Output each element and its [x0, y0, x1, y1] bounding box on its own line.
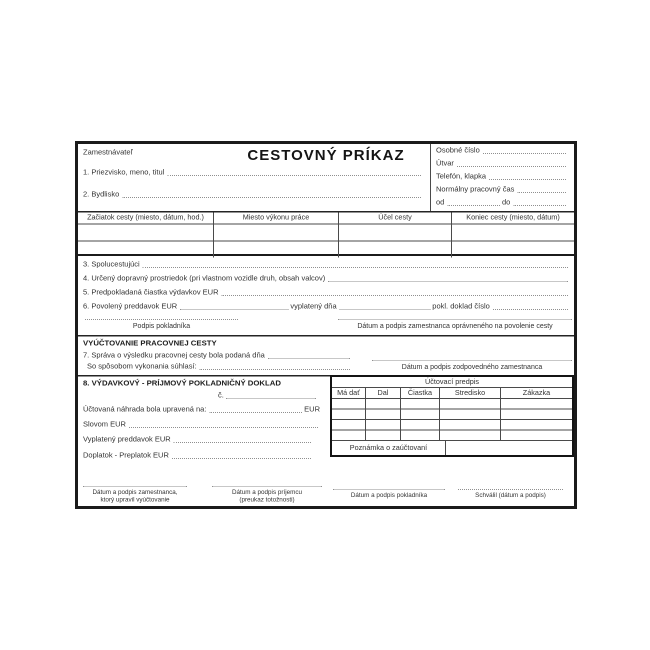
department-row	[436, 159, 568, 168]
balance-fill-line	[172, 452, 311, 459]
to-fill-line	[513, 199, 566, 206]
working-time-label: Normálny pracovný čas	[436, 185, 515, 194]
transport-fill-line	[328, 275, 568, 282]
amount-in-words-label: Slovom EUR	[83, 420, 126, 429]
surname-field-row	[83, 168, 423, 177]
from-label: od	[436, 198, 445, 207]
cashier2-signature-line	[333, 486, 445, 490]
cashier2-signature-block	[333, 486, 445, 499]
recipient-signature-label-2: (preukaz totožnosti)	[239, 496, 295, 503]
amount-in-words-row	[83, 420, 320, 429]
advance-row	[83, 302, 570, 311]
paid-advance-label: Vyplatený preddavok EUR	[83, 435, 171, 444]
cashier-signature-line	[85, 316, 238, 320]
acct-note-label: Poznámka o zaúčtovaní	[349, 444, 428, 452]
cashier-signature-block	[85, 316, 238, 330]
acct-empty-row	[332, 410, 572, 421]
from-to-row	[436, 198, 568, 207]
acct-empty-row	[332, 431, 572, 442]
balance-row	[83, 451, 313, 460]
companions-fill-line	[143, 261, 568, 268]
estimated-expenses-fill-line	[221, 289, 568, 296]
adjuster-signature-label-2: ktorý upravil vyúčtovanie	[100, 496, 170, 503]
responsible-signature-block	[372, 357, 572, 371]
from-fill-line	[447, 199, 500, 206]
authorizer-signature-line	[338, 316, 572, 320]
acct-col-debit: Má dať	[337, 389, 360, 397]
recipient-signature-label-1: Dátum a podpis príjemcu	[232, 488, 302, 496]
recipient-signature-line	[212, 483, 322, 487]
voucher-number-row	[218, 391, 318, 400]
acct-col-credit: Dal	[365, 388, 400, 398]
paid-on-label: vyplatený dňa	[290, 302, 337, 311]
settlement-heading: VYÚČTOVANIE PRACOVNEJ CESTY	[83, 339, 217, 348]
voucher-heading: 8. VÝDAVKOVÝ - PRÍJMOVÝ POKLADNIČNÝ DOKLAD	[83, 379, 281, 388]
section-divider	[78, 335, 574, 337]
trip-cell	[451, 224, 574, 241]
execution-approval-label: So spôsobom vykonania súhlasí:	[87, 362, 197, 371]
balance-label: Doplatok - Preplatok EUR	[83, 451, 169, 460]
trip-cell	[338, 241, 451, 258]
execution-approval-row	[87, 362, 352, 371]
voucher-number-fill-line	[226, 392, 316, 399]
approver-signature-label: Schválil (dátum a podpis)	[475, 491, 546, 499]
personal-number-label: Osobné číslo	[436, 146, 480, 155]
trip-cell	[213, 241, 338, 258]
accounting-table-header-row	[332, 388, 572, 399]
amount-in-words-fill-line	[129, 421, 318, 428]
form-title: CESTOVNÝ PRÍKAZ	[247, 147, 405, 164]
phone-label: Telefón, klapka	[436, 172, 487, 181]
acct-col-center: Stredisko	[439, 388, 500, 398]
personal-number-fill-line	[483, 147, 566, 154]
cashier2-signature-label: Dátum a podpis pokladníka	[350, 491, 428, 499]
authorizer-signature-label: Dátum a podpis zamestnanca oprávneného na povolenie cesty	[357, 321, 553, 330]
advance-fill-line	[180, 303, 288, 310]
report-submitted-label: 7. Správa o výsledku pracovnej cesty bola podaná dňa	[83, 351, 265, 360]
header-divider	[430, 144, 431, 211]
companions-row	[83, 260, 570, 269]
transport-row	[83, 274, 570, 283]
acct-col-order: Zákazka	[500, 388, 572, 398]
trip-col-workplace: Miesto výkonu práce	[213, 213, 338, 224]
employer-label: Zamestnávateľ	[83, 148, 133, 157]
travel-order-form	[75, 141, 577, 509]
report-submitted-fill-line	[268, 352, 350, 359]
personal-number-row	[436, 146, 568, 155]
trip-cell	[213, 224, 338, 241]
trip-col-purpose: Účel cesty	[338, 213, 451, 224]
adjuster-signature-line	[83, 483, 187, 487]
surname-fill-line	[167, 169, 421, 176]
report-submitted-row	[83, 351, 352, 360]
paid-advance-row	[83, 435, 313, 444]
authorizer-signature-block	[338, 316, 572, 330]
approver-signature-block	[458, 486, 563, 499]
department-label: Útvar	[436, 159, 454, 168]
adjusted-compensation-row	[83, 405, 320, 414]
surname-label: 1. Priezvisko, meno, titul	[83, 168, 165, 177]
residence-field-row	[83, 190, 423, 199]
approver-signature-line	[458, 486, 563, 490]
residence-label: 2. Bydlisko	[83, 190, 120, 199]
transport-label: 4. Určený dopravný prostriedok (pri vlastnom vozidle druh, obsah valcov)	[83, 274, 326, 283]
trip-cell	[78, 224, 213, 241]
adjusted-compensation-fill-line	[209, 406, 302, 413]
advance-label: 6. Povolený preddavok EUR	[83, 302, 178, 311]
adjuster-signature-label-1: Dátum a podpis zamestnanca,	[92, 488, 178, 496]
trip-cell	[338, 224, 451, 241]
cashier-signature-label: Podpis pokladníka	[132, 321, 191, 330]
receipt-number-fill-line	[493, 303, 568, 310]
residence-fill-line	[122, 191, 421, 198]
to-label: do	[502, 198, 511, 207]
receipt-number-label: pokl. doklad číslo	[432, 302, 490, 311]
paid-on-fill-line	[340, 303, 431, 310]
estimated-expenses-label: 5. Predpokladaná čiastka výdavkov EUR	[83, 288, 219, 297]
acct-col-amount: Čiastka	[400, 388, 439, 398]
trip-table	[78, 211, 574, 256]
working-time-fill-line	[517, 186, 566, 193]
accounting-table-title: Účtovací predpis	[332, 377, 572, 388]
phone-fill-line	[489, 173, 566, 180]
execution-approval-fill-line	[200, 363, 350, 370]
currency-label: EUR	[304, 405, 320, 414]
acct-empty-row	[332, 420, 572, 431]
responsible-signature-line	[372, 357, 572, 361]
estimated-expenses-row	[83, 288, 570, 297]
department-fill-line	[457, 160, 566, 167]
trip-col-start: Začiatok cesty (miesto, dátum, hod.)	[87, 213, 204, 222]
phone-row	[436, 172, 568, 181]
trip-cell	[451, 241, 574, 258]
acct-note-row	[332, 441, 572, 455]
paid-advance-fill-line	[174, 436, 311, 443]
trip-cell	[78, 241, 213, 258]
voucher-number-label: č.	[218, 391, 224, 400]
acct-empty-row	[332, 399, 572, 410]
adjusted-compensation-label: Účtovaná náhrada bola upravená na:	[83, 405, 207, 414]
working-time-row	[436, 185, 568, 194]
recipient-signature-block	[212, 483, 322, 504]
accounting-table	[330, 375, 574, 457]
acct-note-cell	[445, 441, 572, 455]
responsible-signature-label: Dátum a podpis zodpovedného zamestnanca	[401, 362, 543, 371]
adjuster-signature-block	[83, 483, 187, 504]
companions-label: 3. Spolucestujúci	[83, 260, 140, 269]
trip-col-end: Koniec cesty (miesto, dátum)	[451, 213, 574, 224]
